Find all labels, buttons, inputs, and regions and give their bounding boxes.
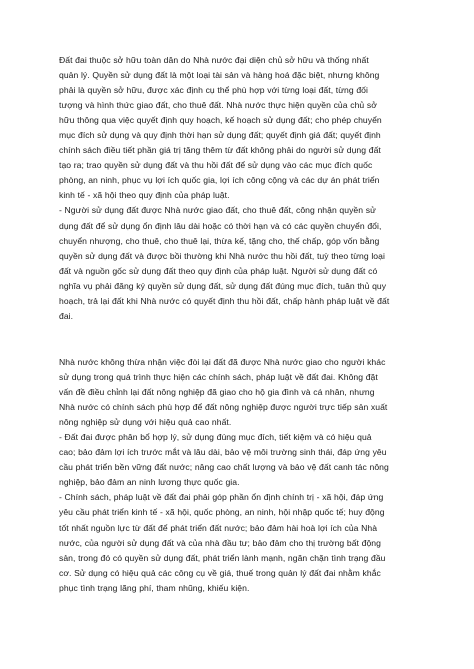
text-line: nông nghiệp sử dụng với hiệu quả cao nhất.: [59, 417, 232, 428]
text-line: chuyển nhượng, cho thuê, cho thuê lại, thừa kế, tặng cho, thế chấp, góp vốn bằng: [59, 235, 380, 246]
text-line: nghĩa vụ phải đăng ký quyền sử dụng đất, sử dụng đất đúng mục đích, tuân thủ quy: [59, 280, 387, 291]
text-line: quyền sử dụng đất và được bồi thường khi Nhà nước thu hồi đất, tuỳ theo từng loại: [59, 250, 385, 261]
text-line: tượng và hình thức giao đất, cho thuê đất. Nhà nước thực hiện quyền của chủ sở: [59, 100, 377, 111]
text-line: tốt nhất nguồn lực từ đất để phát triển đất nước; bảo đảm hài hoà lợi ích của Nhà: [59, 522, 378, 533]
text-line: đai.: [59, 310, 74, 321]
text-line: Nhà nước không thừa nhận việc đòi lại đất đã được Nhà nước giao cho người khác: [59, 357, 386, 367]
text-line: phải là quyền sở hữu, được xác định cụ thể phù hợp với từng loại đất, từng đối: [59, 85, 368, 96]
text-line: cao; bảo đảm lợi ích trước mắt và lâu dài, bảo vệ môi trường sinh thái, đáp ứng yêu: [59, 447, 387, 458]
text-line: cơ. Sử dụng có hiệu quả các công cụ về giá, thuế trong quản lý đất đai nhằm khắc: [59, 567, 381, 578]
text-line: phòng, an ninh, phục vụ lợi ích quốc gia, lợi ích công cộng và các dự án phát triển: [59, 175, 380, 186]
text-line: yêu cầu phát triển kinh tế - xã hội, quốc phòng, an ninh, hội nhập quốc tế; huy động: [59, 507, 385, 518]
text-line: - Chính sách, pháp luật về đất đai phải góp phần ổn định chính trị - xã hội, đáp ứng: [59, 492, 384, 503]
text-line: mục đích sử dụng và quy định thời hạn sử dụng đất; quyết định giá đất; quyết định: [59, 130, 381, 141]
text-line: - Người sử dụng đất được Nhà nước giao đất, cho thuê đất, công nhận quyền sử: [59, 205, 376, 216]
text-line: nghiệp, bảo đảm an ninh lương thực quốc gia.: [59, 477, 240, 488]
text-line: Nhà nước có chính sách phù hợp để đất nông nghiệp được người trực tiếp sản xuất: [59, 402, 388, 413]
text-line: - Đất đai được phân bổ hợp lý, sử dụng đúng mục đích, tiết kiệm và có hiệu quả: [59, 432, 372, 443]
paragraph-land-ownership: [59, 53, 422, 324]
text-line: hữu thông qua việc quyết định quy hoạch, kế hoạch sử dụng đất; cho phép chuyển: [59, 115, 382, 126]
text-line: sử dụng trong quá trình thực hiện các chính sách, pháp luật về đất đai. Không đặt: [59, 372, 378, 383]
text-line: cầu phát triển bền vững đất nước; nâng cao chất lượng và bảo vệ đất canh tác nông: [59, 462, 389, 473]
text-line: kinh tế - xã hội theo quy định của pháp luật.: [59, 190, 230, 201]
text-line: sản, trong đó có quyền sử dụng đất, phát triển lành mạnh, ngăn chặn tình trạng đầu: [59, 552, 386, 563]
text-line: phục tình trạng lãng phí, tham nhũng, khiếu kiện.: [59, 582, 250, 593]
text-line: quản lý. Quyền sử dụng đất là một loại tài sản và hàng hoá đặc biệt, nhưng không: [59, 70, 380, 81]
text-line: chính sách điều tiết phần giá trị tăng thêm từ đất không phải do người sử dụng đất: [59, 145, 381, 156]
text-line: tạo ra; trao quyền sử dụng đất và thu hồi đất để sử dụng vào các mục đích quốc: [59, 160, 373, 171]
text-line: vấn đề điều chỉnh lại đất nông nghiệp đã giao cho hộ gia đình và cá nhân, nhưng: [59, 387, 375, 398]
text-line: Đất đai thuộc sở hữu toàn dân do Nhà nước đại diện chủ sở hữu và thống nhất: [59, 55, 369, 65]
paragraph-land-policy: [59, 355, 422, 596]
text-line: đất và nguồn gốc sử dụng đất theo quy định của pháp luật. Người sử dụng đất có: [59, 265, 378, 276]
text-line: nước, của người sử dụng đất và của nhà đầu tư; bảo đảm cho thị trường bất động: [59, 537, 381, 548]
text-line: hoạch, trả lại đất khi Nhà nước có quyết định thu hồi đất, chấp hành pháp luật về đất: [59, 295, 390, 306]
text-line: dụng đất để sử dụng ổn định lâu dài hoặc có thời hạn và có các quyền chuyển đổi,: [59, 220, 382, 231]
